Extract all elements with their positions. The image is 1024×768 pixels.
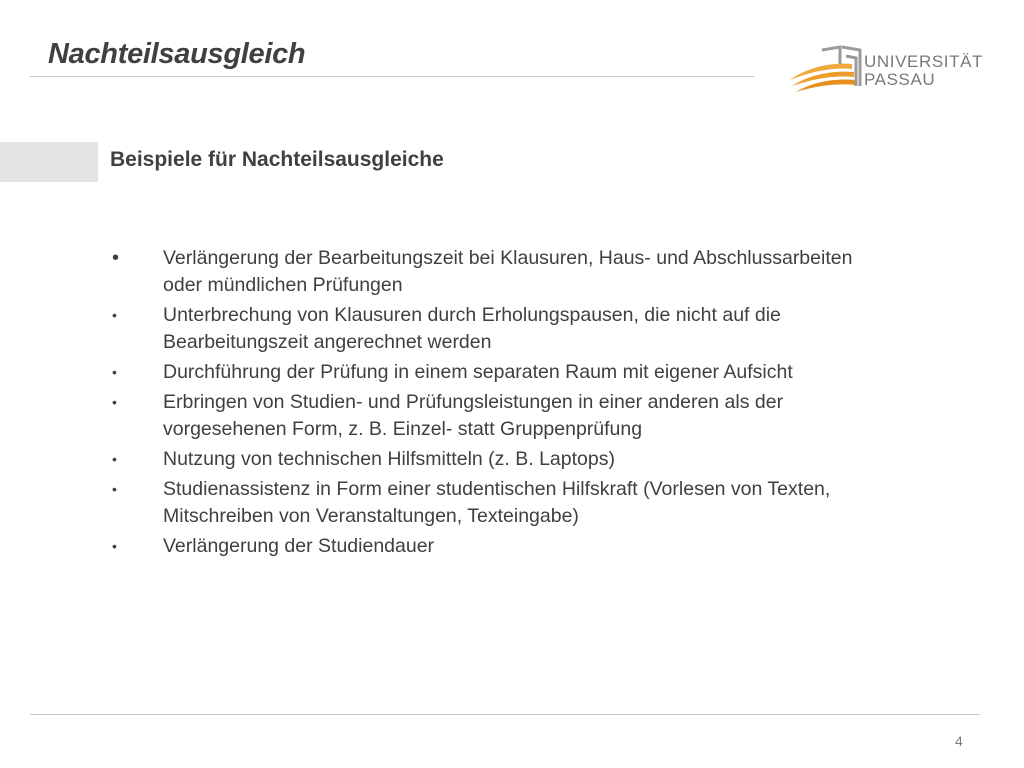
page-number: 4 <box>955 733 963 749</box>
section-heading: Beispiele für Nachteilsausgleiche <box>110 148 444 171</box>
bullet-list <box>108 245 988 563</box>
bullet-text-line: Nutzung von technischen Hilfsmitteln (z. B. Laptops) <box>163 448 615 470</box>
bullet-dot-icon: • <box>112 247 120 269</box>
bullet-dot-icon: • <box>112 538 117 554</box>
bullet-text-line: Studienassistenz in Form einer studentischen Hilfskraft (Vorlesen von Texten, <box>163 478 831 500</box>
bullet-item <box>108 446 988 473</box>
title-divider <box>30 76 754 77</box>
bullet-item <box>108 476 988 530</box>
bullet-item <box>108 389 988 443</box>
logo-orange-wings-icon <box>790 64 856 92</box>
bullet-text-line: Unterbrechung von Klausuren durch Erholungspausen, die nicht auf die <box>163 304 781 326</box>
bullet-item <box>108 302 988 356</box>
bullet-text-line: Bearbeitungszeit angerechnet werden <box>163 331 492 353</box>
bullet-text-line: Durchführung der Prüfung in einem separaten Raum mit eigener Aufsicht <box>163 361 793 383</box>
bullet-text-line: Verlängerung der Bearbeitungszeit bei Klausuren, Haus- und Abschlussarbeiten <box>163 247 853 269</box>
slide-title: Nachteilsausgleich <box>48 38 306 70</box>
bullet-item <box>108 533 988 560</box>
bullet-dot-icon: • <box>112 364 117 380</box>
bullet-text-line: Erbringen von Studien- und Prüfungsleistungen in einer anderen als der <box>163 391 784 413</box>
section-accent-bar <box>0 142 98 182</box>
bullet-dot-icon: • <box>112 307 117 323</box>
university-name-line1: UNIVERSITÄT <box>864 52 984 71</box>
bullet-item <box>108 359 988 386</box>
bullet-dot-icon: • <box>112 394 117 410</box>
university-name <box>864 53 983 89</box>
bullet-text-line: Verlängerung der Studiendauer <box>163 535 435 557</box>
university-name-line2: PASSAU <box>864 70 936 89</box>
bullet-text-line: Mitschreiben von Veranstaltungen, Texteingabe) <box>163 505 579 527</box>
bullet-text-line: vorgesehenen Form, z. B. Einzel- statt Gruppenprüfung <box>163 418 643 440</box>
bullet-item <box>108 245 988 299</box>
bullet-dot-icon: • <box>112 451 117 467</box>
footer-divider <box>30 714 980 715</box>
bullet-text-line: oder mündlichen Prüfungen <box>163 274 403 296</box>
bullet-dot-icon: • <box>112 481 117 497</box>
